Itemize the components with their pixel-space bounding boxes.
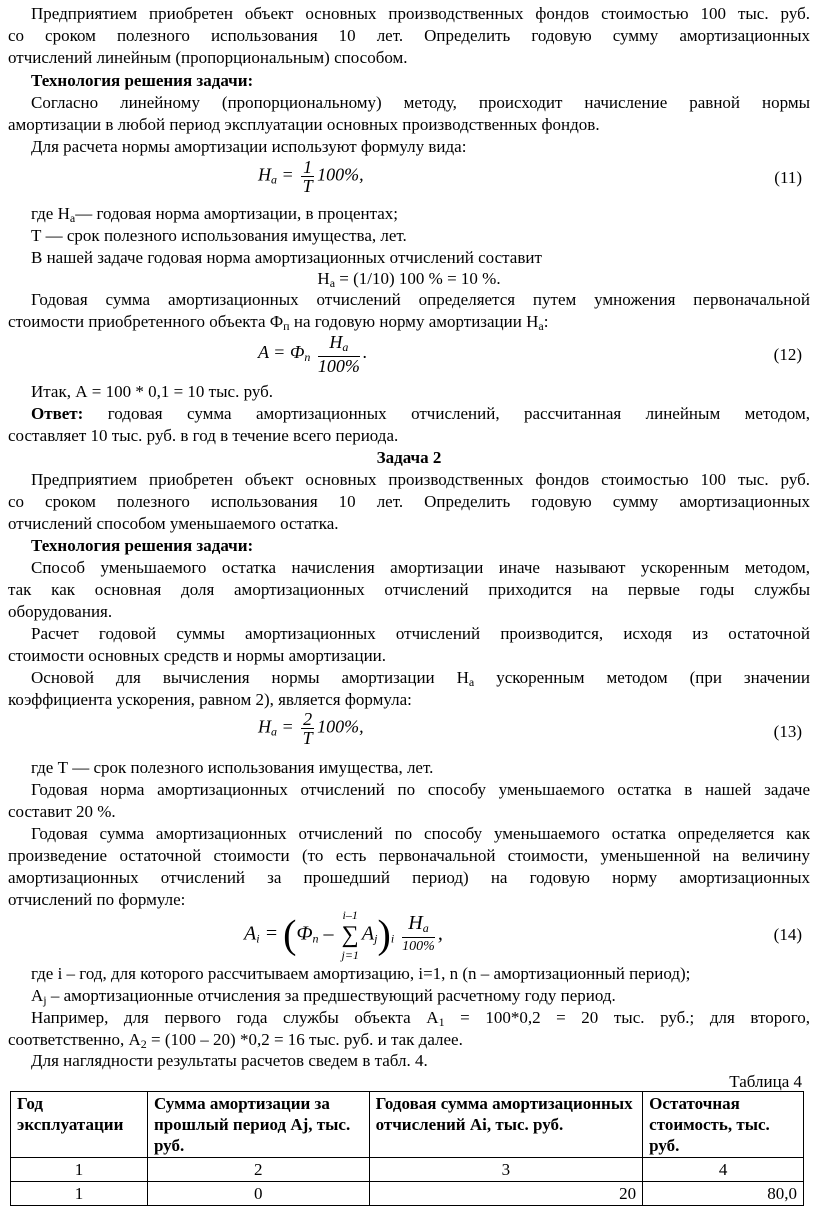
table-row [11, 1158, 804, 1182]
text-line: стоимости приобретенного объекта $Ф_п$ на годовую норму амортизации $Н_а$: [8, 312, 549, 333]
table-cell: 3 [369, 1158, 643, 1182]
table-cell: 1 [11, 1182, 148, 1206]
text-line: отчислений линейным (пропорциональным) способом. [8, 48, 408, 67]
text-line: Согласно линейному (пропорциональному) методу, происходит начисление равной нормы [31, 93, 810, 112]
text-line: оборудования. [8, 602, 113, 621]
text-line: Годовая сумма амортизационных отчислений по способу уменьшаемого остатка определяется как [31, 824, 810, 843]
text-line: где i – год, для которого рассчитываем амортизацию, i=1, n (n – амортизационный период); [31, 964, 691, 983]
text-line: отчислений способом уменьшаемого остатка. [8, 514, 339, 533]
formula-number: (14) [773, 925, 802, 944]
formula-number: (12) [773, 345, 802, 364]
section-heading: Технология решения задачи: [31, 71, 254, 90]
text-line: где $Н_а—$ годовая норма амортизации, в процентах; [31, 204, 399, 225]
text-line: произведение остаточной стоимости (то есть первоначальной стоимости, уменьшенной на величину [8, 846, 810, 865]
text-line: Способ уменьшаемого остатка начисления амортизации иначе называют ускоренным методом, [31, 558, 810, 577]
text-line: со сроком полезного использования 10 лет. Определить годовую сумму амортизационных [8, 26, 810, 45]
table-cell: 1 [11, 1158, 148, 1182]
text-line: Предприятием приобретен объект основных производственных фондов стоимостью 100 тыс. руб. [31, 4, 810, 23]
text-line: амортизационных отчислений за прошедший период) на годовую норму амортизационных [8, 868, 810, 887]
text-line: Годовая сумма амортизационных отчислений определяется путем умножения первоначальной [31, 290, 810, 309]
text-line: $А_j$ – амортизационные отчисления за предшествующий расчетному году период. [31, 986, 616, 1007]
text-line: $Н_а = (1/10)$ 100 % = 10 %. [317, 269, 501, 290]
text-line: составит 20 %. [8, 802, 116, 821]
table-cell: 0 [147, 1182, 369, 1206]
table-cell: 20 [369, 1182, 643, 1206]
table-cell: 4 [643, 1158, 804, 1182]
table-header-cell: Остаточная стоимость, тыс. руб. [643, 1092, 804, 1158]
text-line: Т — срок полезного использования имущества, лет. [31, 226, 407, 245]
formula-number: (11) [774, 168, 802, 187]
table-header-cell: Сумма амортизации за прошлый период Аj, тыс. руб. [147, 1092, 369, 1158]
text-line: амортизации в любой период эксплуатации основных производственных фондов. [8, 115, 600, 134]
task-heading: Задача 2 [376, 448, 442, 467]
text-line: Ответ: годовая сумма амортизационных отчислений, рассчитанная линейным методом, [31, 404, 810, 423]
section-heading: Технология решения задачи: [31, 536, 254, 555]
formula-14: $A_i = (Ф_п$ – i–1 ∑ j=1 $A_j)_i$ $\frac{Н_а}{100\%}$ , [244, 908, 443, 962]
table-cell: 2 [147, 1158, 369, 1182]
text-line: Расчет годовой суммы амортизационных отчислений производится, исходя из остаточной [31, 624, 810, 643]
text-line: Для наглядности результаты расчетов сведем в табл. 4. [31, 1051, 428, 1070]
text-line: Итак, А = 100 * 0,1 = 10 тыс. руб. [31, 382, 274, 401]
table-header-cell: Год эксплуатации [11, 1092, 148, 1158]
text-line: составляет 10 тыс. руб. в год в течение всего периода. [8, 426, 399, 445]
formula-13: $Н_а$ = $\frac{2}{T}$ 100%, [258, 709, 364, 748]
text-line: Годовая норма амортизационных отчислений по способу уменьшаемого остатка в нашей задаче [31, 780, 810, 799]
formula-12: $A = Ф_п$ $\frac{Н_а}{100\%}$ . [258, 332, 368, 376]
text-line: Предприятием приобретен объект основных производственных фондов стоимостью 100 тыс. руб. [31, 470, 810, 489]
formula-number: (13) [773, 722, 802, 741]
text-line: В нашей задаче годовая норма амортизационных отчислений составит [31, 248, 542, 267]
table-header-row [11, 1092, 804, 1158]
data-table [10, 1091, 804, 1206]
text-line: со сроком полезного использования 10 лет. Определить годовую сумму амортизационных [8, 492, 810, 511]
text-line: где Т — срок полезного использования имущества, лет. [31, 758, 434, 777]
text-line: коэффициента ускорения, равном 2), является формула: [8, 690, 412, 709]
text-line: Для расчета нормы амортизации используют формулу вида: [31, 137, 467, 156]
table-cell: 80,0 [643, 1182, 804, 1206]
text-line: отчислений по формуле: [8, 890, 186, 909]
formula-11: $Н_а$ = $\frac{1}{T}$ 100%, [258, 157, 364, 196]
text-line: так как основная доля амортизационных отчислений приходится на первые годы службы [8, 580, 810, 599]
text-line: Основой для вычисления нормы амортизации $Н_а$ ускоренным методом (при значении [31, 668, 810, 689]
table-caption: Таблица 4 [729, 1072, 802, 1091]
table-header-cell: Годовая сумма амортизационных отчислений Аi, тыс. руб. [369, 1092, 643, 1158]
table-row [11, 1182, 804, 1206]
text-line: стоимости основных средств и нормы амортизации. [8, 646, 387, 665]
text-line: Например, для первого года службы объекта $А_1 = 100*0,2 = 20$ тыс. руб.; для второго, [31, 1008, 810, 1029]
text-line: соответственно, $А_2 = (100 - 20) *0,2 = 16$ тыс. руб. и так далее. [8, 1030, 463, 1051]
